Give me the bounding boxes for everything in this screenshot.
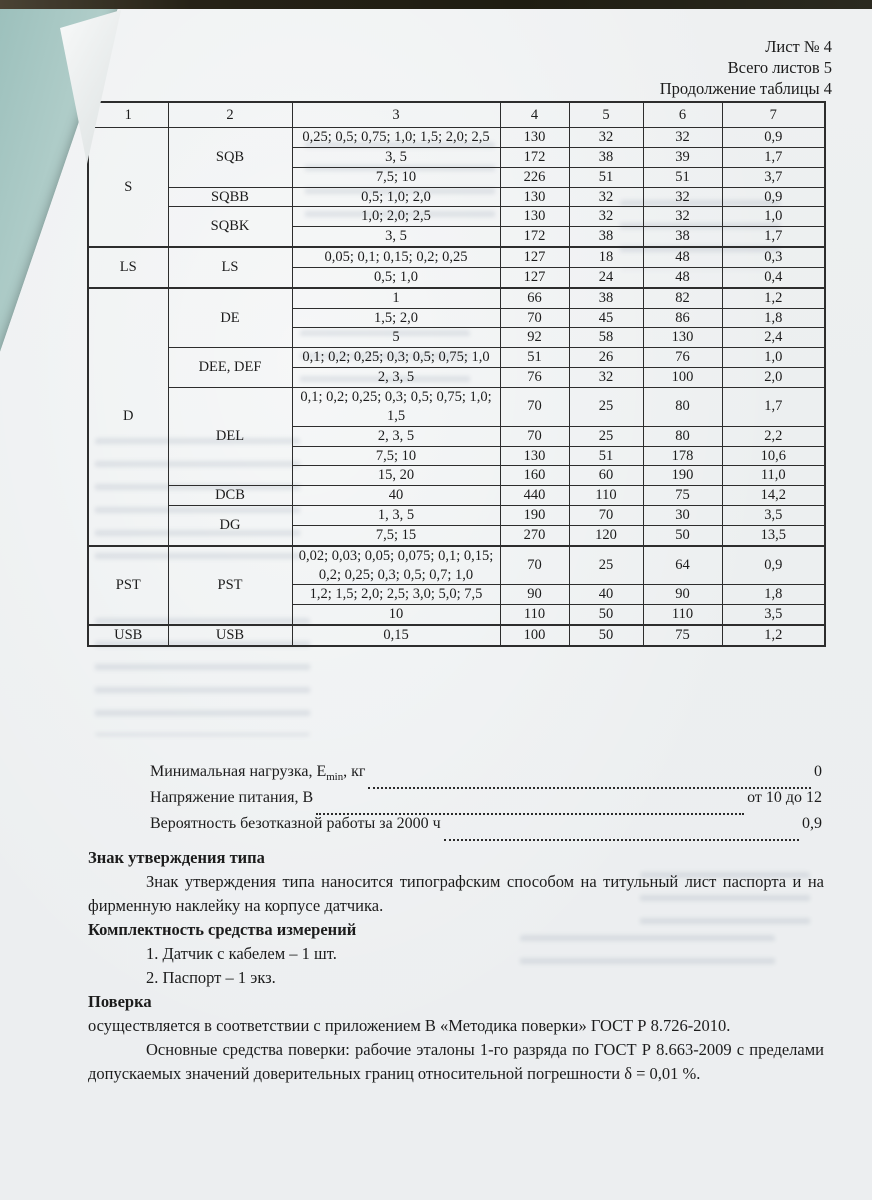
value-cell: 80 — [643, 426, 722, 446]
value-cell: 100 — [500, 625, 569, 646]
value-cell: 1,7 — [722, 147, 825, 167]
dot-leader — [444, 830, 799, 841]
group-cell: D — [88, 288, 168, 546]
value-cell: 64 — [643, 546, 722, 585]
scanner-lid-strip — [0, 0, 872, 9]
value-cell: 172 — [500, 147, 569, 167]
value-cell: 25 — [569, 426, 643, 446]
value-cell: 51 — [569, 167, 643, 187]
range-cell: 5 — [292, 328, 500, 348]
value-cell: 70 — [500, 308, 569, 328]
value-cell: 70 — [569, 506, 643, 526]
value-cell: 32 — [643, 207, 722, 227]
model-cell: DEL — [168, 387, 292, 485]
range-cell: 1, 3, 5 — [292, 506, 500, 526]
value-cell: 86 — [643, 308, 722, 328]
section-heading-type-approval: Знак утверждения типа — [88, 848, 265, 867]
value-cell: 80 — [643, 387, 722, 426]
dot-leader — [316, 804, 744, 815]
list-item-passport: 2. Паспорт – 1 экз. — [146, 968, 276, 987]
value-cell: 130 — [500, 207, 569, 227]
value-cell: 66 — [500, 288, 569, 308]
value-cell: 2,0 — [722, 368, 825, 388]
value-cell: 1,7 — [722, 387, 825, 426]
table-row — [88, 506, 825, 526]
range-cell: 3, 5 — [292, 227, 500, 247]
group-cell: LS — [88, 247, 168, 288]
value-cell: 2,4 — [722, 328, 825, 348]
value-cell: 39 — [643, 147, 722, 167]
range-cell: 1,2; 1,5; 2,0; 2,5; 3,0; 5,0; 7,5 — [292, 585, 500, 605]
range-cell: 7,5; 10 — [292, 446, 500, 466]
column-number-header: 5 — [569, 102, 643, 128]
group-cell: PST — [88, 546, 168, 625]
value-cell: 1,0 — [722, 348, 825, 368]
value-cell: 92 — [500, 328, 569, 348]
value-cell: 0,3 — [722, 247, 825, 267]
spec-value: 0,9 — [802, 815, 822, 832]
column-number-header: 3 — [292, 102, 500, 128]
range-cell: 2, 3, 5 — [292, 426, 500, 446]
value-cell: 50 — [569, 605, 643, 625]
table-row — [88, 348, 825, 368]
model-cell: SQBB — [168, 187, 292, 207]
value-cell: 1,2 — [722, 288, 825, 308]
value-cell: 190 — [500, 506, 569, 526]
spec-value: от 10 до 12 — [747, 789, 822, 806]
table-row — [88, 486, 825, 506]
value-cell: 226 — [500, 167, 569, 187]
section-heading-completeness: Комплектность средства измерений — [88, 920, 357, 939]
value-cell: 1,0 — [722, 207, 825, 227]
value-cell: 130 — [643, 328, 722, 348]
value-cell: 26 — [569, 348, 643, 368]
spec-label: Минимальная нагрузка, $E_{min}$, кг — [150, 763, 366, 784]
range-cell: 10 — [292, 605, 500, 625]
table-row — [88, 128, 825, 148]
column-number-header: 4 — [500, 102, 569, 128]
spec-value: 0 — [814, 763, 822, 780]
column-number-header: 7 — [722, 102, 825, 128]
model-cell: USB — [168, 625, 292, 646]
value-cell: 76 — [643, 348, 722, 368]
value-cell: 1,7 — [722, 227, 825, 247]
value-cell: 38 — [643, 227, 722, 247]
spec-label: Вероятность безотказной работы за 2000 ч — [150, 815, 441, 832]
column-number-header: 6 — [643, 102, 722, 128]
range-cell: 0,1; 0,2; 0,25; 0,3; 0,5; 0,75; 1,0; 1,5 — [292, 387, 500, 426]
value-cell: 14,2 — [722, 486, 825, 506]
spec-line-reliability — [150, 815, 822, 841]
model-cell: SQBK — [168, 207, 292, 247]
model-cell: DG — [168, 506, 292, 546]
value-cell: 48 — [643, 267, 722, 287]
value-cell: 110 — [643, 605, 722, 625]
range-cell: 1,0; 2,0; 2,5 — [292, 207, 500, 227]
value-cell: 75 — [643, 486, 722, 506]
group-cell: S — [88, 128, 168, 248]
value-cell: 24 — [569, 267, 643, 287]
model-cell: PST — [168, 546, 292, 625]
value-cell: 60 — [569, 466, 643, 486]
value-cell: 190 — [643, 466, 722, 486]
list-item-sensor: 1. Датчик с кабелем – 1 шт. — [146, 944, 337, 963]
paragraph-verification-2: Основные средства поверки: рабочие эталоны 1-го разряда по ГОСТ Р 8.663-2009 с пределами допускаемых значений доверительных границ относительной погрешности δ = 0,01 %. — [88, 1040, 824, 1083]
value-cell: 270 — [500, 525, 569, 545]
value-cell: 51 — [643, 167, 722, 187]
column-number-header: 2 — [168, 102, 292, 128]
value-cell: 440 — [500, 486, 569, 506]
spec-table-body — [88, 128, 825, 646]
group-cell: USB — [88, 625, 168, 646]
paragraph-type-approval: Знак утверждения типа наносится типографским способом на титульный лист паспорта и на фирменную наклейку на корпусе датчика. — [88, 872, 824, 915]
value-cell: 1,8 — [722, 585, 825, 605]
spec-line-supply-voltage — [150, 789, 822, 815]
value-cell: 130 — [500, 187, 569, 207]
dot-leader — [368, 778, 811, 789]
value-cell: 130 — [500, 446, 569, 466]
value-cell: 32 — [569, 207, 643, 227]
section-heading-verification: Поверка — [88, 992, 152, 1011]
value-cell: 0,9 — [722, 128, 825, 148]
table-row — [88, 207, 825, 227]
value-cell: 172 — [500, 227, 569, 247]
value-cell: 0,9 — [722, 187, 825, 207]
spec-table — [87, 101, 826, 647]
value-cell: 82 — [643, 288, 722, 308]
value-cell: 2,2 — [722, 426, 825, 446]
value-cell: 160 — [500, 466, 569, 486]
table-row — [88, 387, 825, 426]
value-cell: 38 — [569, 288, 643, 308]
value-cell: 90 — [500, 585, 569, 605]
table-row — [88, 288, 825, 308]
model-cell: DEE, DEF — [168, 348, 292, 388]
table-row — [88, 247, 825, 267]
value-cell: 32 — [569, 187, 643, 207]
value-cell: 50 — [569, 625, 643, 646]
value-cell: 32 — [569, 128, 643, 148]
value-cell: 130 — [500, 128, 569, 148]
spec-table-head — [88, 102, 825, 128]
value-cell: 25 — [569, 546, 643, 585]
value-cell: 1,2 — [722, 625, 825, 646]
value-cell: 10,6 — [722, 446, 825, 466]
range-cell: 0,25; 0,5; 0,75; 1,0; 1,5; 2,0; 2,5 — [292, 128, 500, 148]
value-cell: 11,0 — [722, 466, 825, 486]
range-cell: 0,5; 1,0 — [292, 267, 500, 287]
range-cell: 7,5; 10 — [292, 167, 500, 187]
range-cell: 3, 5 — [292, 147, 500, 167]
range-cell: 7,5; 15 — [292, 525, 500, 545]
range-cell: 0,05; 0,1; 0,15; 0,2; 0,25 — [292, 247, 500, 267]
value-cell: 58 — [569, 328, 643, 348]
value-cell: 32 — [569, 368, 643, 388]
table-row — [88, 625, 825, 646]
table-row — [88, 187, 825, 207]
paragraph-verification-1: осуществляется в соответствии с приложением В «Методика поверки» ГОСТ Р 8.726-2010. — [88, 1016, 731, 1035]
value-cell: 127 — [500, 247, 569, 267]
value-cell: 70 — [500, 426, 569, 446]
value-cell: 38 — [569, 227, 643, 247]
model-cell: SQB — [168, 128, 292, 188]
value-cell: 1,8 — [722, 308, 825, 328]
spec-label: Напряжение питания, В — [150, 789, 314, 806]
sheet-number-label: Лист № 4 — [765, 37, 832, 56]
range-cell: 0,15 — [292, 625, 500, 646]
value-cell: 30 — [643, 506, 722, 526]
value-cell: 3,7 — [722, 167, 825, 187]
value-cell: 70 — [500, 546, 569, 585]
subscript-min: min — [326, 771, 344, 784]
value-cell: 48 — [643, 247, 722, 267]
table-continuation-label: Продолжение таблицы 4 — [659, 79, 832, 98]
range-cell: 1 — [292, 288, 500, 308]
value-cell: 40 — [569, 585, 643, 605]
value-cell: 0,4 — [722, 267, 825, 287]
value-cell: 3,5 — [722, 506, 825, 526]
value-cell: 45 — [569, 308, 643, 328]
value-cell: 110 — [500, 605, 569, 625]
value-cell: 32 — [643, 128, 722, 148]
model-cell: DCB — [168, 486, 292, 506]
model-cell: LS — [168, 247, 292, 288]
value-cell: 51 — [569, 446, 643, 466]
value-cell: 110 — [569, 486, 643, 506]
value-cell: 50 — [643, 525, 722, 545]
value-cell: 127 — [500, 267, 569, 287]
spec-leader-lines — [150, 763, 822, 841]
document-sections — [88, 846, 824, 1086]
value-cell: 75 — [643, 625, 722, 646]
value-cell: 76 — [500, 368, 569, 388]
table-row — [88, 546, 825, 585]
range-cell: 2, 3, 5 — [292, 368, 500, 388]
range-cell: 15, 20 — [292, 466, 500, 486]
total-sheets-label: Всего листов 5 — [727, 58, 832, 77]
value-cell: 178 — [643, 446, 722, 466]
range-cell: 0,02; 0,03; 0,05; 0,075; 0,1; 0,15; 0,2; 0,25; 0,3; 0,5; 0,7; 1,0 — [292, 546, 500, 585]
value-cell: 51 — [500, 348, 569, 368]
range-cell: 0,5; 1,0; 2,0 — [292, 187, 500, 207]
range-cell: 0,1; 0,2; 0,25; 0,3; 0,5; 0,75; 1,0 — [292, 348, 500, 368]
value-cell: 32 — [643, 187, 722, 207]
value-cell: 70 — [500, 387, 569, 426]
range-cell: 40 — [292, 486, 500, 506]
page-header-labels — [660, 36, 832, 99]
value-cell: 120 — [569, 525, 643, 545]
value-cell: 100 — [643, 368, 722, 388]
model-cell: DE — [168, 288, 292, 348]
value-cell: 25 — [569, 387, 643, 426]
value-cell: 3,5 — [722, 605, 825, 625]
value-cell: 0,9 — [722, 546, 825, 585]
value-cell: 90 — [643, 585, 722, 605]
value-cell: 38 — [569, 147, 643, 167]
range-cell: 1,5; 2,0 — [292, 308, 500, 328]
column-number-header: 1 — [88, 102, 168, 128]
value-cell: 13,5 — [722, 525, 825, 545]
value-cell: 18 — [569, 247, 643, 267]
spec-line-min-load — [150, 763, 822, 789]
